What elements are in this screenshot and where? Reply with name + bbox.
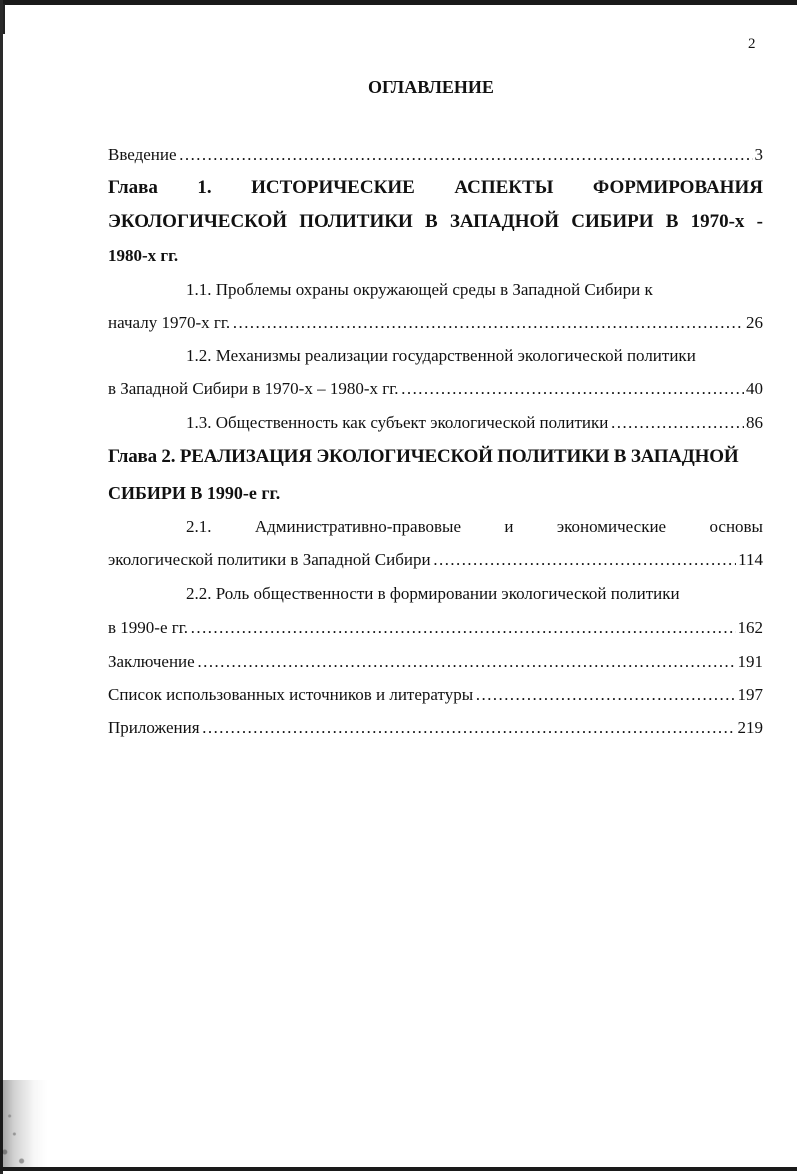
scan-top-border	[0, 0, 797, 5]
toc-entry-page: 191	[737, 652, 763, 671]
toc-chapter-1-line-2[interactable]	[108, 211, 763, 233]
toc-section-2-2-line-1[interactable]: 2.2. Роль общественности в формировании экологической политики	[186, 584, 680, 603]
section-word: 2.1.	[186, 517, 212, 536]
toc-entry-page: 219	[737, 718, 763, 737]
toc-entry-page: 162	[737, 618, 763, 637]
scan-left-edge	[0, 0, 3, 1174]
scan-bottom-border	[0, 1167, 797, 1171]
toc-entry-page: 26	[746, 313, 763, 332]
leader-dots	[202, 717, 736, 739]
chapter-word: 1970-х	[690, 211, 745, 232]
chapter-word: ЭКОЛОГИЧЕСКОЙ	[108, 211, 288, 232]
chapter-word: Глава	[108, 177, 158, 198]
chapter-word: ФОРМИРОВАНИЯ	[592, 177, 763, 198]
toc-chapter-2-line-1[interactable]: Глава 2. РЕАЛИЗАЦИЯ ЭКОЛОГИЧЕСКОЙ ПОЛИТИКИ В ЗАПАДНОЙ	[108, 446, 739, 467]
toc-entry-sources[interactable]	[108, 684, 763, 706]
toc-entry-label: Список использованных источников и литературы	[108, 685, 474, 704]
section-word: Административно-правовые	[254, 517, 461, 536]
toc-entry-page: 3	[754, 145, 763, 164]
toc-chapter-2-line-2[interactable]: СИБИРИ В 1990-е гг.	[108, 483, 281, 503]
page-number: 2	[748, 36, 756, 52]
toc-entry-label: началу 1970-х гг.	[108, 313, 231, 332]
chapter-word: -	[756, 211, 763, 232]
toc-section-1-3[interactable]	[186, 412, 763, 434]
toc-section-2-1-line-1[interactable]	[186, 516, 763, 538]
chapter-word: В	[425, 211, 438, 232]
toc-section-2-1-line-2[interactable]	[108, 549, 763, 571]
toc-section-2-2-line-2[interactable]	[108, 617, 763, 639]
toc-entry-label: Заключение	[108, 652, 195, 671]
chapter-word: ЗАПАДНОЙ	[449, 211, 560, 232]
chapter-word: ПОЛИТИКИ	[299, 211, 413, 232]
toc-entry-page: 86	[746, 413, 763, 432]
toc-section-1-2-line-2[interactable]	[108, 378, 763, 400]
leader-dots	[179, 144, 753, 166]
toc-entry-label: Приложения	[108, 718, 200, 737]
chapter-word: В	[665, 211, 679, 232]
toc-entry-label: в Западной Сибири в 1970-х – 1980-х гг.	[108, 379, 399, 398]
section-word: экономические	[556, 517, 667, 536]
chapter-word: СИБИРИ	[571, 211, 654, 232]
toc-chapter-1-line-3[interactable]: 1980-х гг.	[108, 246, 179, 265]
section-word: и	[504, 517, 514, 536]
leader-dots	[475, 684, 735, 706]
toc-section-1-1-line-1[interactable]: 1.1. Проблемы охраны окружающей среды в Западной Сибири к	[186, 280, 653, 299]
toc-section-1-1-line-2[interactable]	[108, 312, 763, 334]
leader-dots	[197, 651, 736, 673]
leader-dots	[232, 312, 744, 334]
toc-entry-label: 1.3. Общественность как субъект экологической политики	[186, 413, 609, 432]
toc-entry-label: экологической политики в Западной Сибири	[108, 550, 431, 569]
toc-entry-label: в 1990-е гг.	[108, 618, 189, 637]
leader-dots	[190, 617, 735, 639]
leader-dots	[610, 412, 744, 434]
toc-entry-label: Введение	[108, 145, 177, 164]
toc-chapter-1-line-1[interactable]	[108, 177, 763, 199]
scan-corner-mark	[3, 4, 5, 34]
chapter-word: ИСТОРИЧЕСКИЕ	[251, 177, 415, 198]
chapter-word: АСПЕКТЫ	[454, 177, 554, 198]
page-title: ОГЛАВЛЕНИЕ	[368, 77, 494, 97]
scan-noise-artifact	[0, 1080, 48, 1170]
toc-entry-page: 114	[738, 550, 763, 569]
section-word: основы	[709, 517, 763, 536]
toc-entry-page: 40	[746, 379, 763, 398]
toc-entry-appendix[interactable]	[108, 717, 763, 739]
toc-entry-conclusion[interactable]	[108, 651, 763, 673]
leader-dots	[401, 378, 744, 400]
chapter-word: 1.	[197, 177, 212, 198]
toc-entry-page: 197	[737, 685, 763, 704]
leader-dots	[433, 549, 737, 571]
toc-entry-intro[interactable]	[108, 144, 763, 166]
toc-section-1-2-line-1[interactable]: 1.2. Механизмы реализации государственной экологической политики	[186, 346, 696, 365]
